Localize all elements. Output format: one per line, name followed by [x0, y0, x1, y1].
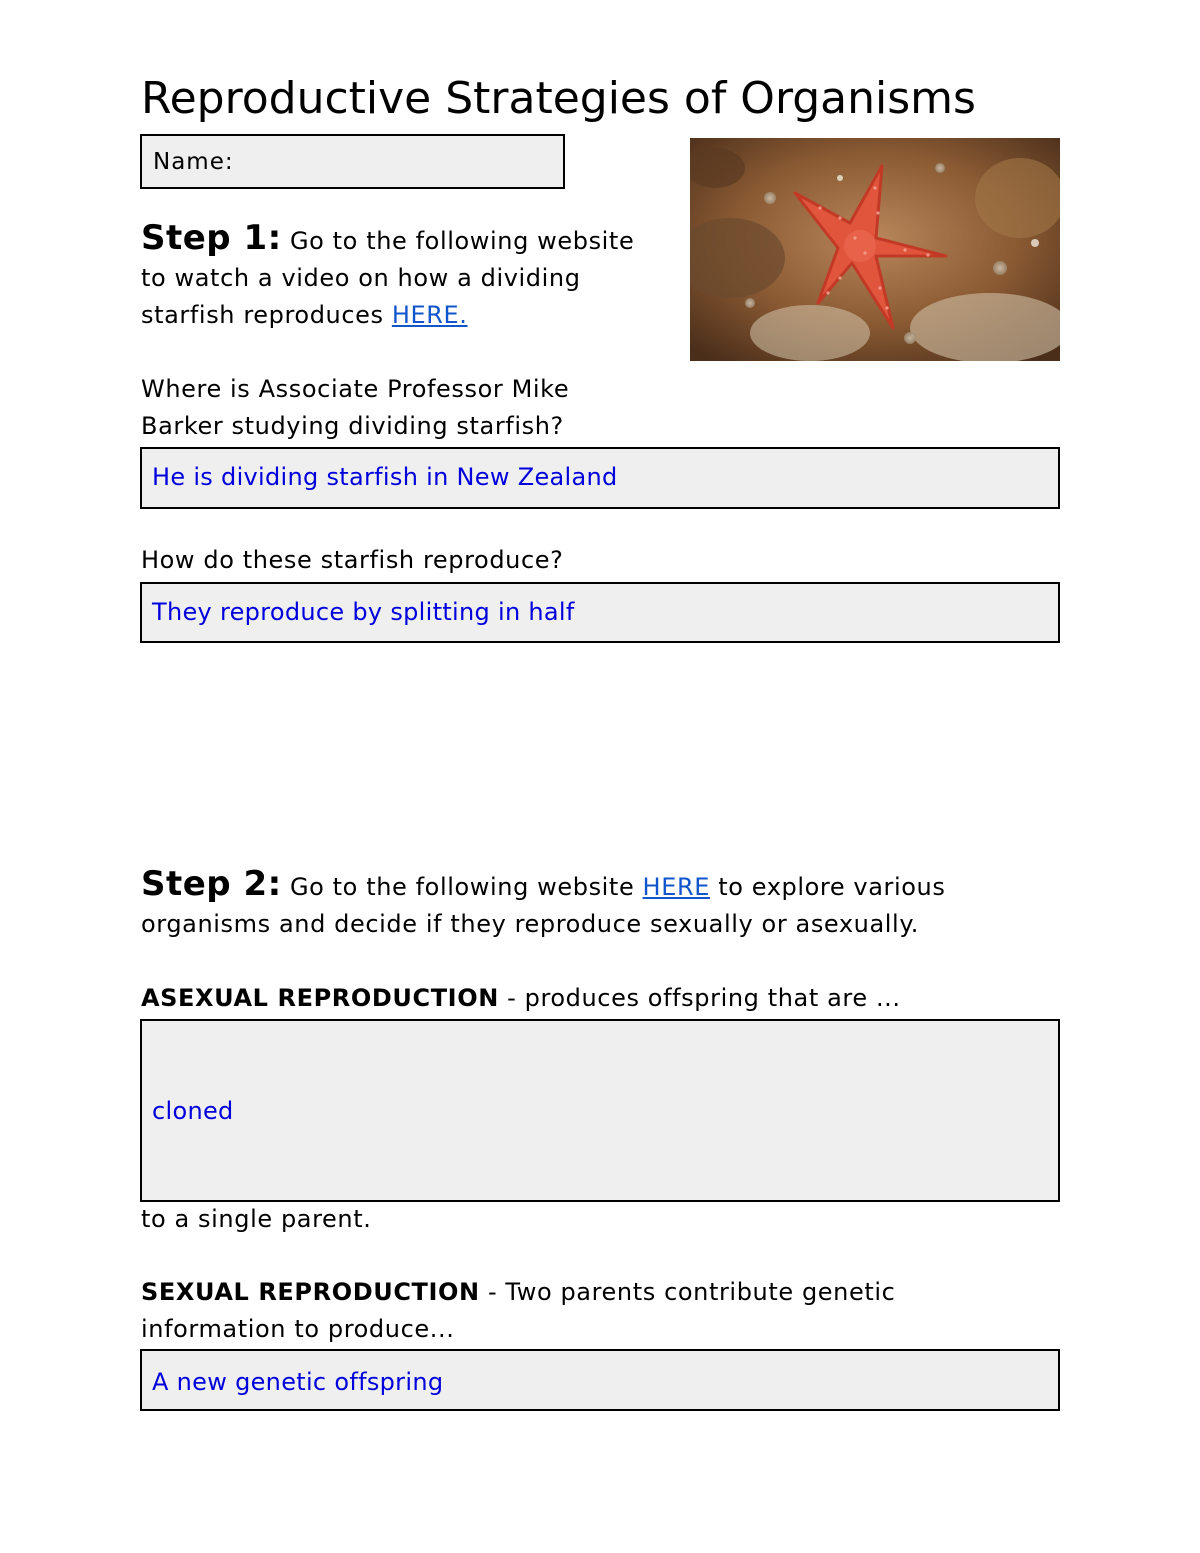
asexual-answer-text: cloned [152, 1097, 234, 1125]
step1-text-line3: starfish reproduces [141, 301, 392, 329]
asexual-definition-text: - produces offspring that are ... [498, 984, 901, 1012]
step2-text-post: to explore various [710, 873, 946, 901]
asexual-after-text: to a single parent. [141, 1205, 372, 1233]
answer-box-asexual[interactable] [140, 1019, 1060, 1202]
question-2: How do these starfish reproduce? [141, 546, 564, 574]
sexual-definition-line2: information to produce... [141, 1315, 455, 1343]
question-1-line1: Where is Associate Professor Mike [141, 375, 570, 403]
answer-box-2[interactable] [140, 582, 1060, 643]
sexual-answer-text: A new genetic offspring [152, 1368, 444, 1396]
step2-text-pre: Go to the following website [281, 873, 643, 901]
answer-box-1[interactable] [140, 447, 1060, 509]
step2-text-line2: organisms and decide if they reproduce sexually or asexually. [141, 910, 919, 938]
answer-box-sexual[interactable] [140, 1349, 1060, 1411]
step1-heading: Step 1: [141, 218, 282, 258]
step1-text-line1: Go to the following website [281, 227, 635, 255]
name-field[interactable] [140, 134, 565, 189]
step2-link[interactable]: HERE [642, 873, 710, 901]
answer-1-text: He is dividing starfish in New Zealand [152, 463, 618, 491]
question-1 [141, 371, 569, 445]
step1-text-line2: to watch a video on how a dividing [141, 264, 581, 292]
step1-link[interactable]: HERE. [391, 301, 468, 329]
asexual-term: ASEXUAL REPRODUCTION [141, 984, 499, 1012]
sexual-term: SEXUAL REPRODUCTION [141, 1278, 480, 1306]
sexual-definition-text: - Two parents contribute genetic [479, 1278, 896, 1306]
question-1-line2: Barker studying dividing starfish? [141, 412, 564, 440]
step2-heading: Step 2: [141, 864, 282, 904]
asexual-definition [141, 980, 901, 1017]
sexual-definition [141, 1274, 895, 1348]
page-title: Reproductive Strategies of Organisms [141, 73, 976, 124]
answer-2-text: They reproduce by splitting in half [152, 598, 575, 626]
step1-instructions [141, 220, 681, 334]
name-label: Name: [153, 149, 234, 175]
starfish-photo [690, 138, 1060, 361]
step2-instructions [141, 866, 945, 943]
